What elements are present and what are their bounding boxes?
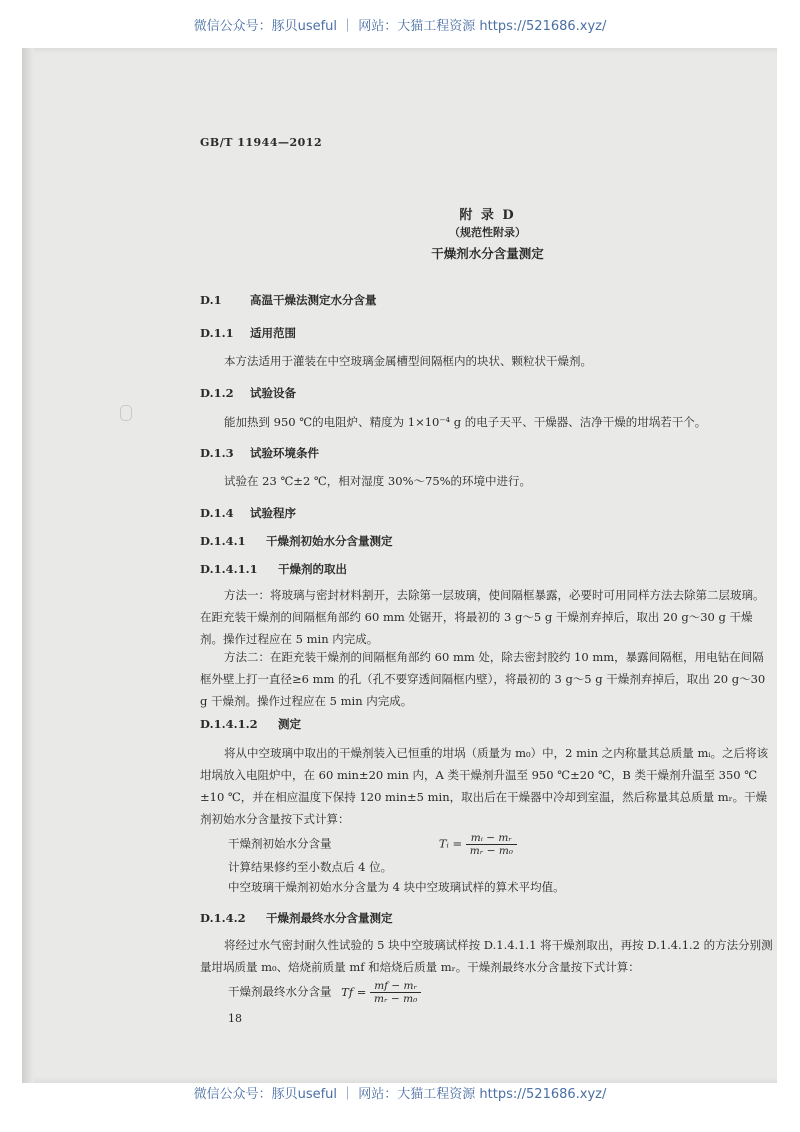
- section-d1-4-1-2: [200, 716, 301, 732]
- section-number: D.1: [200, 293, 222, 307]
- paragraph-measurement: 将从中空玻璃中取出的干燥剂装入已恒重的坩埚（质量为 m₀）中，2 min 之内称量其总质量 mᵢ。之后将该坩埚放入电阻炉中，在 60 min±20 min 内，A 类干燥剂升温至 950 ℃±20 ℃，B 类干燥剂升温至 350 ℃±10 ℃，并在相应温度下保持 120 min±5 min，取出后在干燥器中冷却到室温，然后称量其总质量 mᵣ。干燥剂初始水分含量按下式计算：: [200, 746, 769, 826]
- formula-lhs: Tᵢ =: [438, 836, 463, 851]
- section-number: D.1.1: [200, 326, 234, 340]
- paragraph-method-one: 方法一：将玻璃与密封材料割开，去除第一层玻璃，使间隔框暴露，必要时可用同样方法去除第二层玻璃。在距充装干燥剂的间隔框角部约 60 mm 处锯开，将最初的 3 g～5 g 干燥剂弃掉后，取出 20 g～30 g 干燥剂。操作过程应在 5 min 内完成。: [200, 588, 765, 646]
- formula-fraction: [466, 832, 517, 857]
- appendix-heading: 附 录 D: [459, 208, 516, 223]
- section-title: 适用范围: [250, 326, 297, 340]
- paragraph-scope: 本方法适用于灌装在中空玻璃金属槽型间隔框内的块状、颗粒状干燥剂。: [224, 354, 592, 368]
- fraction-numerator: mf − mᵣ: [370, 980, 421, 993]
- scan-artifact-mark: [120, 405, 132, 421]
- section-number: D.1.4.1.1: [200, 562, 258, 576]
- watermark-banner-bottom: 微信公众号：豚贝useful ｜ 网站：大猫工程资源 https://521686.xyz/: [193, 1087, 607, 1102]
- section-d1-4-2: [200, 910, 393, 926]
- page-number: 18: [228, 1012, 242, 1025]
- section-title: 试验设备: [250, 386, 297, 400]
- section-d1-4-1-1: [200, 561, 347, 577]
- section-d1-3: [200, 445, 319, 461]
- formula-label: 干燥剂初始水分含量: [228, 836, 332, 851]
- section-d1-1: [200, 325, 296, 341]
- formula-initial-moisture: [228, 832, 517, 857]
- section-title: 高温干燥法测定水分含量: [250, 293, 377, 307]
- section-d1-4: [200, 505, 296, 521]
- formula-fraction: [370, 980, 421, 1005]
- paragraph-average: 中空玻璃干燥剂初始水分含量为 4 块中空玻璃试样的算术平均值。: [228, 880, 565, 894]
- appendix-title: 干燥剂水分含量测定: [431, 246, 544, 261]
- formula-final-moisture: [228, 980, 421, 1005]
- paragraph-final-moisture: 将经过水气密封耐久性试验的 5 块中空玻璃试样按 D.1.4.1.1 将干燥剂取出，再按 D.1.4.1.2 的方法分别测量坩埚质量 m₀、焙烧前质量 mf 和焙烧后质量 mᵣ。干燥剂最终水分含量按下式计算：: [200, 938, 773, 974]
- section-number: D.1.4: [200, 506, 234, 520]
- section-number: D.1.2: [200, 386, 234, 400]
- paragraph-method-two: 方法二：在距充装干燥剂的间隔框角部约 60 mm 处，除去密封胶约 10 mm，暴露间隔框，用电钻在间隔框外壁上打一直径≥6 mm 的孔（孔不要穿透间隔框内壁），将最初的 3 g～5 g 干燥剂弃掉后，取出 20 g～30 g 干燥剂。操作过程应在 5 min 内完成。: [200, 650, 766, 708]
- fraction-denominator: mᵣ − m₀: [374, 993, 418, 1005]
- paragraph-environment: 试验在 23 ℃±2 ℃，相对湿度 30%～75%的环境中进行。: [224, 474, 532, 488]
- appendix-type: （规范性附录）: [449, 226, 526, 239]
- section-title: 干燥剂初始水分含量测定: [266, 534, 393, 548]
- paragraph-rounding: 计算结果修约至小数点后 4 位。: [228, 860, 393, 874]
- watermark-banner-top: 微信公众号：豚贝useful ｜ 网站：大猫工程资源 https://521686.xyz/: [193, 19, 607, 34]
- section-title: 试验程序: [250, 506, 297, 520]
- formula-label: 干燥剂最终水分含量: [228, 984, 332, 999]
- formula-lhs: Tf =: [341, 984, 367, 999]
- fraction-numerator: mᵢ − mᵣ: [466, 832, 517, 845]
- section-d1-4-1: [200, 533, 393, 549]
- paragraph-equipment: 能加热到 950 ℃的电阻炉、精度为 1×10⁻⁴ g 的电子天平、干燥器、洁净干燥的坩埚若干个。: [224, 415, 707, 429]
- section-d1-2: [200, 385, 296, 401]
- section-title: 测定: [278, 717, 302, 731]
- standard-code: GB/T 11944—2012: [200, 136, 323, 149]
- section-number: D.1.3: [200, 446, 234, 460]
- section-number: D.1.4.1: [200, 534, 246, 548]
- section-number: D.1.4.1.2: [200, 717, 258, 731]
- section-d1: [200, 292, 377, 308]
- section-number: D.1.4.2: [200, 911, 246, 925]
- fraction-denominator: mᵣ − m₀: [469, 845, 513, 857]
- scan-binding-shadow: [22, 48, 34, 1083]
- section-title: 干燥剂的取出: [278, 562, 348, 576]
- section-title: 干燥剂最终水分含量测定: [266, 911, 393, 925]
- section-title: 试验环境条件: [250, 446, 320, 460]
